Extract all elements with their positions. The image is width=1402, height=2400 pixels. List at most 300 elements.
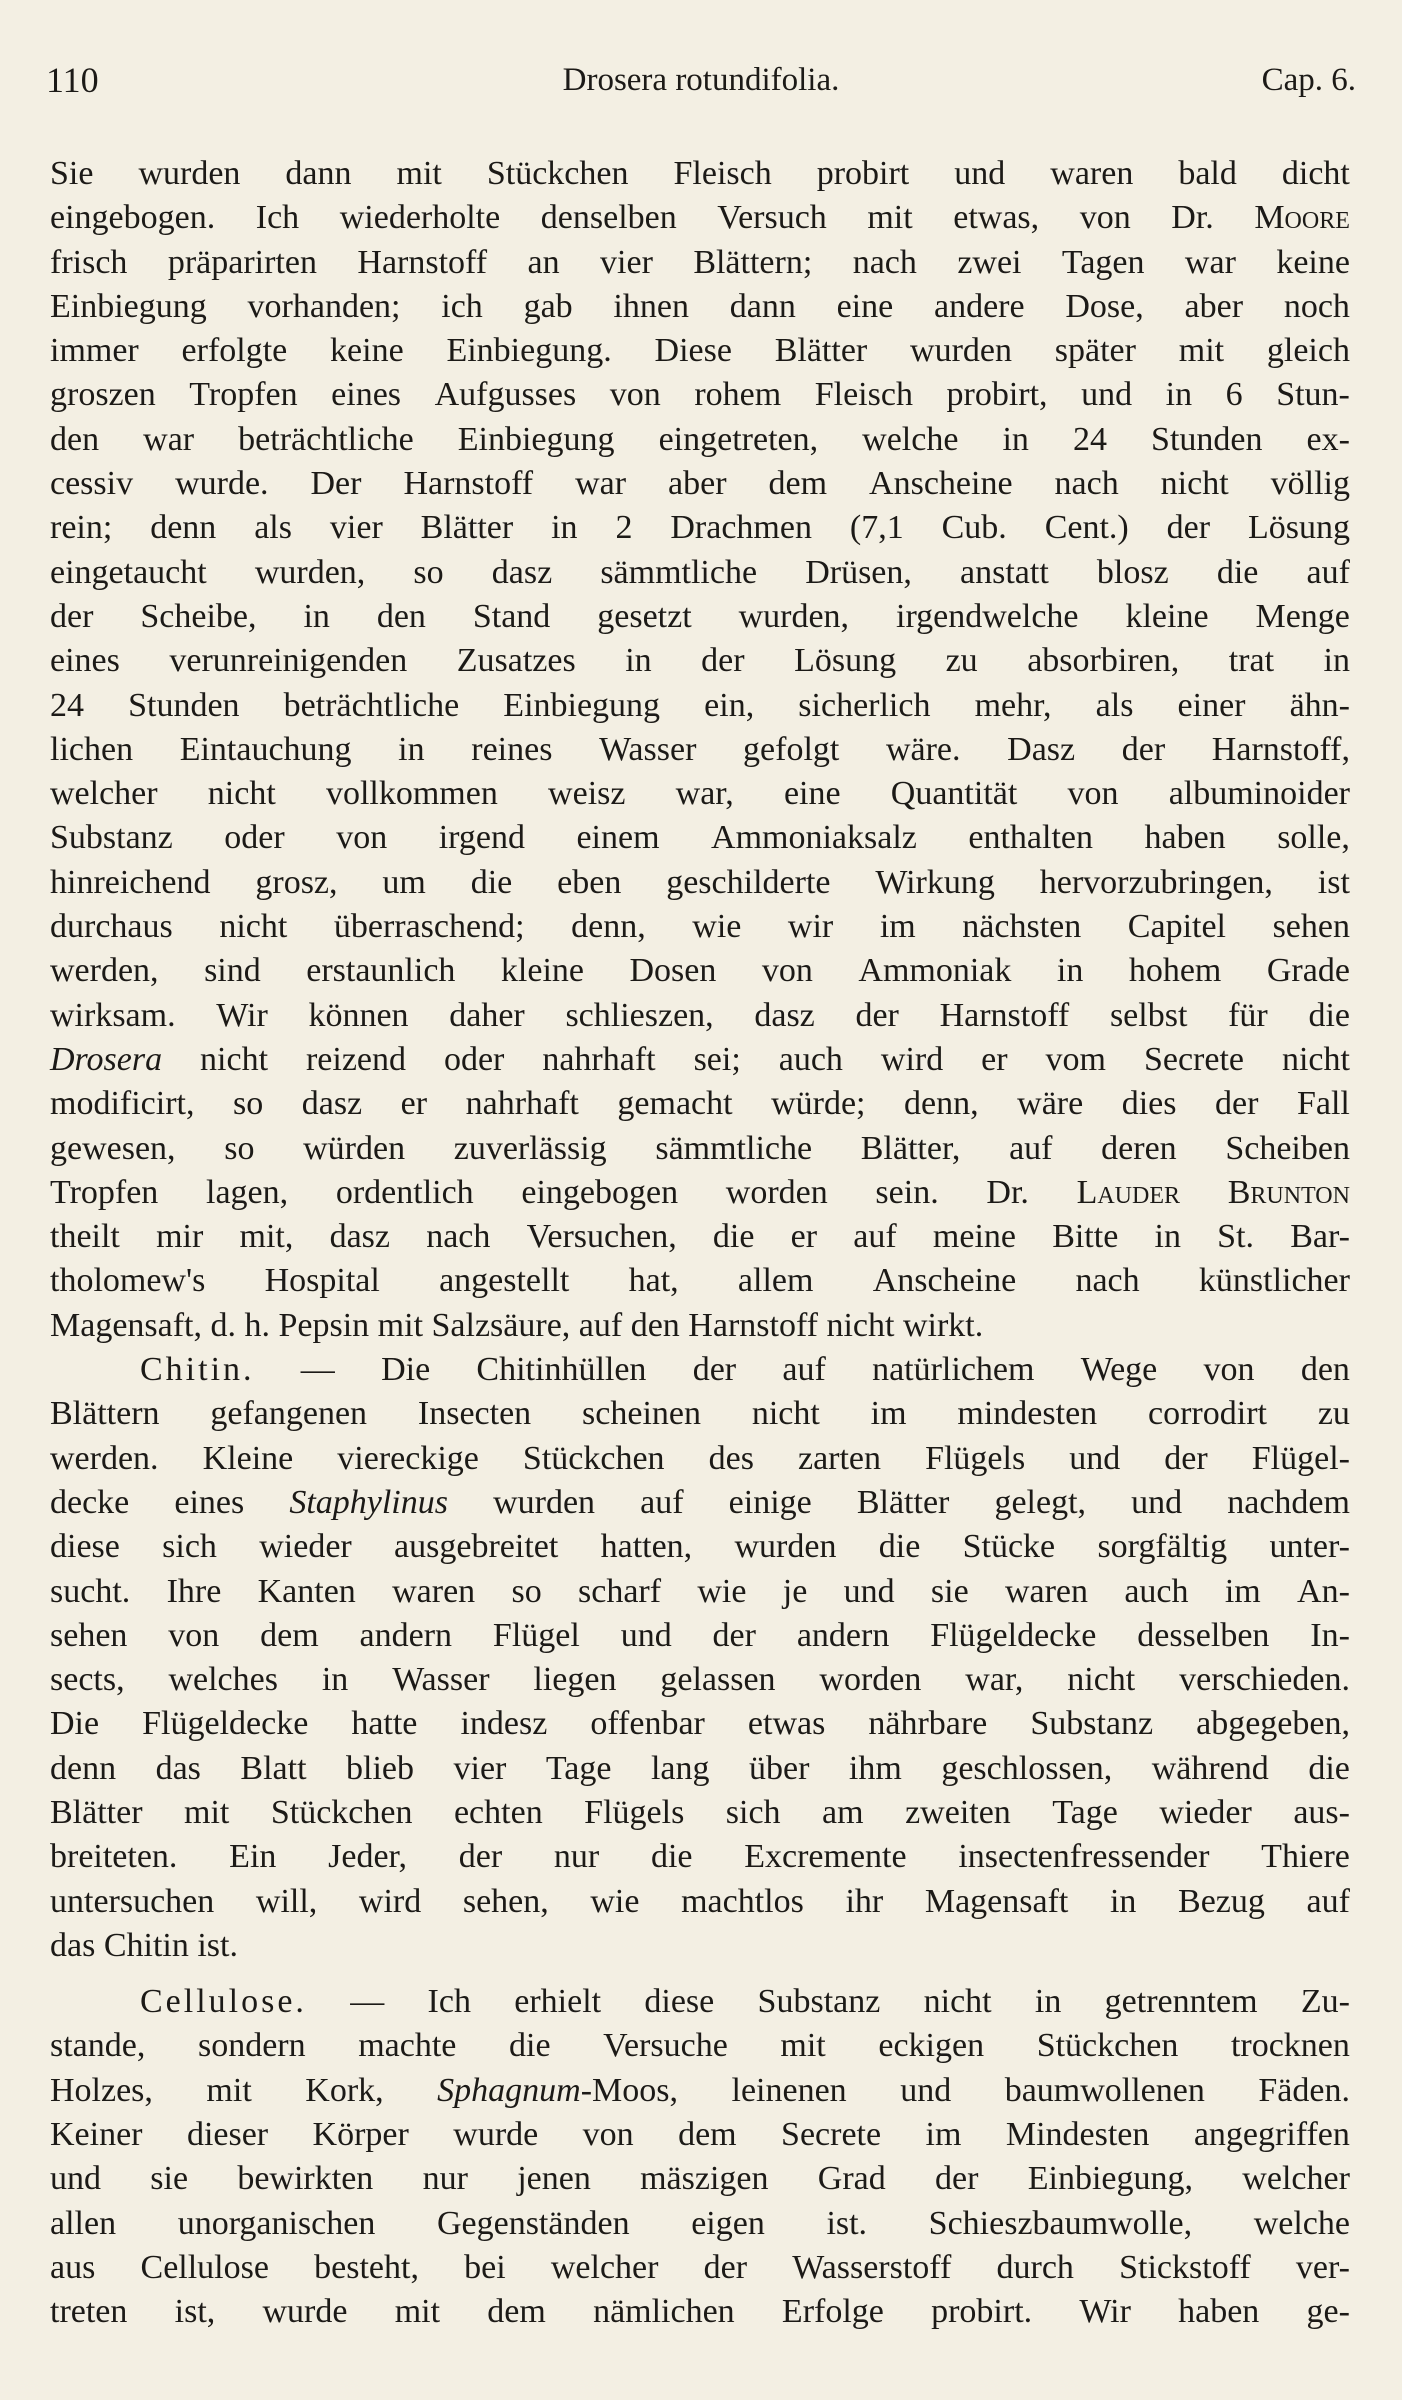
line-text: Cent.): [1044, 509, 1129, 547]
word: [308, 994, 408, 1038]
word: [174, 1481, 244, 1525]
line-text: Bar-: [1290, 1218, 1350, 1256]
word: [818, 2157, 886, 2201]
text-line: [50, 1038, 1350, 1082]
line-text: vollkommen: [325, 775, 498, 813]
word: [1178, 684, 1246, 728]
word: [50, 1392, 160, 1436]
word: [418, 1392, 531, 1436]
line-text: eckigen: [878, 2027, 985, 2065]
line-text: Ich: [427, 1983, 471, 2021]
line-text: nährbare: [868, 1705, 988, 1743]
word: [1297, 1082, 1350, 1126]
word: [1161, 462, 1229, 506]
word: [175, 462, 268, 506]
line-text: künstlicher: [1198, 1262, 1350, 1300]
word: [935, 2157, 978, 2201]
section-heading-word: Chitin.: [140, 1351, 255, 1389]
word: [454, 1127, 607, 1171]
line-text: gemacht: [617, 1085, 733, 1123]
line-text: Einbiegung: [50, 287, 207, 325]
word: [533, 1658, 616, 1702]
word: [551, 506, 577, 550]
line-text: hatte: [351, 1705, 418, 1743]
word: [1055, 329, 1136, 373]
line-text: die: [470, 863, 513, 901]
line-text: ihnen: [613, 287, 689, 325]
word: [1164, 1437, 1207, 1481]
word: [758, 1980, 881, 2024]
line-text: als: [1095, 686, 1134, 724]
line-text: sei;: [693, 1040, 741, 1078]
word: [855, 994, 898, 1038]
line-text: nämlichen: [593, 2293, 735, 2331]
word: [330, 329, 404, 373]
line-text: von: [582, 2116, 634, 2154]
line-text: will,: [255, 1882, 318, 1920]
line-text: der: [50, 597, 94, 635]
line-text: dieser: [186, 2116, 269, 2154]
line-text: in: [1002, 420, 1029, 458]
line-text: dann: [729, 287, 796, 325]
word: [1212, 728, 1350, 772]
word: [50, 1880, 214, 1924]
text-line: [50, 1791, 1350, 1835]
word: [398, 728, 424, 772]
word: [271, 1791, 413, 1835]
word: [1231, 2024, 1350, 2068]
word: [1178, 152, 1237, 196]
word: [523, 1437, 665, 1481]
word: [1122, 1082, 1177, 1126]
line-text: von: [1203, 1351, 1255, 1389]
word: [265, 1259, 380, 1303]
word: [629, 1259, 679, 1303]
word: [1271, 462, 1350, 506]
line-text: eingetreten,: [658, 420, 819, 458]
line-text: indesz: [460, 1705, 548, 1743]
word: [1037, 2024, 1179, 2068]
word: [50, 2290, 127, 2334]
line-text: auf: [1306, 1882, 1350, 1920]
word: [167, 1570, 222, 1614]
line-text: Versuchen,: [526, 1218, 677, 1256]
line-text: 24: [1072, 420, 1107, 458]
line-text: sich: [162, 1528, 217, 1566]
line-text: sects,: [50, 1661, 125, 1699]
word: [1035, 1980, 1061, 2024]
word: [881, 1038, 943, 1082]
word: [782, 2290, 884, 2334]
italic-term: Sphagnum: [437, 2071, 581, 2109]
line-text: mit: [867, 199, 913, 237]
text-line: [50, 1835, 1350, 1879]
word: [256, 196, 299, 240]
line-text: zu: [1317, 1395, 1350, 1433]
line-text: hohem: [1128, 952, 1222, 990]
word: [1075, 1259, 1139, 1303]
word: [377, 595, 426, 639]
word: [1007, 728, 1075, 772]
line-text: wurden: [138, 155, 241, 192]
line-text: Tropfen: [50, 1173, 159, 1211]
word: [1261, 1835, 1350, 1879]
word: [941, 1747, 1112, 1791]
word: [1144, 1038, 1244, 1082]
word: [50, 2202, 116, 2246]
line-text: nicht: [923, 1983, 992, 2021]
line-text: werden.: [50, 1439, 159, 1477]
line-text: Wasser: [599, 730, 697, 768]
word: [862, 418, 958, 462]
line-text: absorbiren,: [1027, 642, 1180, 680]
word: [50, 152, 93, 196]
line-text: der: [855, 996, 899, 1034]
word: [694, 1038, 741, 1082]
line-text: groszen: [50, 376, 156, 414]
line-text: sondern: [197, 2027, 306, 2065]
word: [601, 1525, 693, 1569]
line-text: Flügels: [584, 1793, 685, 1831]
word: [248, 285, 401, 329]
line-text: vier: [600, 243, 653, 281]
word: [1255, 595, 1349, 639]
word: [301, 1348, 335, 1392]
word: [514, 1980, 601, 2024]
line-text: gefangenen: [210, 1395, 368, 1433]
line-text: scheinen: [582, 1395, 701, 1433]
line-text: hervorzubringen,: [1039, 863, 1273, 901]
line-text: nahrhaft: [465, 1085, 579, 1123]
word: [1307, 2290, 1350, 2334]
word: [861, 1127, 961, 1171]
text-line: [50, 1980, 1350, 2024]
line-text: gab: [523, 287, 573, 325]
word: [334, 905, 525, 949]
word: [1110, 994, 1187, 1038]
text-line: [50, 2069, 1350, 2113]
word: [1267, 949, 1350, 993]
word: [1046, 1038, 1106, 1082]
word: [1101, 1127, 1177, 1171]
line-text: im: [879, 908, 916, 946]
line-text: am: [822, 1793, 864, 1831]
text-line: [50, 1525, 1350, 1569]
text-line: [50, 329, 1350, 373]
word: [1318, 1392, 1350, 1436]
line-text: denn,: [571, 908, 646, 946]
line-text: Der: [310, 465, 362, 503]
word: [582, 1392, 701, 1436]
word: [471, 861, 513, 905]
line-text: Bitte: [1052, 1218, 1119, 1256]
word: [844, 1570, 895, 1614]
word: [1167, 506, 1210, 550]
line-text: Substanz: [1030, 1705, 1154, 1743]
line-text: weisz: [548, 775, 626, 813]
word: [350, 1980, 384, 2024]
word: [819, 1658, 921, 1702]
word: [1204, 1348, 1255, 1392]
word: [879, 1525, 921, 1569]
line-text: wurden: [493, 1483, 596, 1521]
line-text: Magensaft, d. h. Pepsin mit Salzsäure, auf den Harnstoff nicht wirkt.: [50, 1306, 984, 1344]
word: [875, 1171, 938, 1215]
line-text: zweiten: [905, 1793, 1011, 1831]
word: [781, 2113, 881, 2157]
word: [346, 1747, 414, 1791]
word: [1129, 949, 1222, 993]
line-text: eines: [50, 642, 120, 680]
line-text: Blättern;: [693, 243, 813, 281]
line-text: decke: [50, 1483, 130, 1521]
word: [358, 2024, 456, 2068]
running-head: [46, 52, 1356, 108]
line-text: (7,1: [849, 509, 904, 547]
line-text: Blätter: [774, 332, 868, 370]
line-text: oder: [443, 1040, 505, 1078]
word: [754, 994, 814, 1038]
line-text: ein,: [704, 686, 755, 724]
line-text: worden: [819, 1661, 922, 1699]
line-text: aber: [1184, 287, 1244, 325]
line-text: von: [1067, 775, 1119, 813]
word: [168, 1614, 219, 1658]
line-text: leinenen: [731, 2071, 847, 2109]
line-text: welcher: [550, 2248, 659, 2286]
line-text: sorgfältig: [1097, 1528, 1228, 1566]
line-text: Tagen: [1061, 243, 1145, 281]
text-line: [50, 684, 1350, 728]
word: [958, 1835, 1209, 1879]
line-text: Wir: [1079, 2293, 1131, 2331]
word: [381, 1348, 430, 1392]
word: [285, 152, 351, 196]
line-text: und: [620, 1616, 672, 1654]
word: [1229, 639, 1274, 683]
line-text: in: [1165, 376, 1193, 414]
line-text: eingebogen: [521, 1173, 679, 1211]
line-text: Dose,: [1065, 287, 1144, 325]
word: [528, 241, 560, 285]
word: [359, 1880, 421, 1924]
word: [749, 1747, 809, 1791]
line-text: so: [224, 1129, 255, 1167]
word: [678, 2113, 737, 2157]
line-text: angestellt: [439, 1262, 570, 1300]
line-text: meine: [932, 1218, 1016, 1256]
word: [439, 1259, 569, 1303]
word: [1052, 1791, 1118, 1835]
line-text: überraschend;: [333, 908, 525, 946]
section-heading-word: Cellulose.: [140, 1983, 307, 2021]
line-text: Stand: [472, 597, 551, 635]
line-text: tholomew's: [50, 1262, 206, 1300]
word: [1228, 1171, 1350, 1215]
word: [464, 2246, 506, 2290]
word: [817, 152, 910, 196]
word: [204, 949, 261, 993]
word: [1254, 196, 1350, 240]
line-text: probirt: [816, 155, 910, 192]
word: [326, 772, 498, 816]
line-text: baumwollenen: [1004, 2071, 1205, 2109]
word: [360, 1614, 453, 1658]
line-text: Zusatzes: [456, 642, 576, 680]
line-text: kleine: [1125, 597, 1209, 635]
text-line: [50, 1570, 1350, 1614]
word: [259, 1525, 352, 1569]
line-text: hat,: [628, 1262, 679, 1300]
word: [1269, 1525, 1350, 1569]
word: [459, 1835, 502, 1879]
word: [845, 1880, 883, 1924]
line-text: in: [625, 642, 652, 680]
text-line: [50, 639, 1350, 683]
line-text: modificirt,: [50, 1085, 195, 1123]
line-text: Capitel: [1127, 908, 1226, 946]
word: [1110, 1880, 1136, 1924]
word: [1137, 1614, 1269, 1658]
word: [644, 1980, 714, 2024]
line-text: in: [1056, 952, 1084, 990]
word: [780, 2024, 825, 2068]
line-text: welches: [168, 1661, 278, 1699]
line-text: durchaus: [50, 908, 173, 946]
word: [413, 551, 443, 595]
word: [986, 1171, 1029, 1215]
line-text: von: [168, 1616, 220, 1654]
line-text: vier: [329, 509, 383, 547]
word: [206, 1171, 288, 1215]
line-text: mit: [1178, 332, 1225, 370]
text-line: [50, 1348, 1350, 1392]
word: [219, 905, 287, 949]
line-text: Stücke: [962, 1528, 1056, 1566]
word: [311, 462, 362, 506]
word: [182, 329, 288, 373]
line-text: trocknen: [1230, 2027, 1350, 2065]
line-text: war: [143, 420, 195, 458]
word: [651, 1835, 693, 1879]
line-text: offenbar: [590, 1705, 705, 1743]
line-text: daher: [449, 996, 525, 1034]
word: [1027, 639, 1179, 683]
text-line: [50, 1702, 1350, 1746]
word: [940, 994, 1070, 1038]
word: [509, 2024, 551, 2068]
word: [263, 2290, 348, 2334]
line-text: vier: [453, 1749, 507, 1787]
text-line: [50, 949, 1350, 993]
word: [1045, 506, 1129, 550]
word: [256, 1880, 317, 1924]
line-text: mit: [396, 155, 442, 192]
word: [1166, 373, 1192, 417]
word: [50, 728, 133, 772]
body-text: [50, 152, 1350, 2335]
word: [666, 861, 830, 905]
line-text: der: [712, 1616, 756, 1654]
word: [1055, 462, 1119, 506]
line-text: Sie: [50, 155, 94, 192]
line-text: ist.: [826, 2204, 868, 2242]
word: [730, 285, 796, 329]
word: [942, 506, 1007, 550]
word: [621, 1614, 672, 1658]
line-text: irgend: [438, 819, 525, 857]
line-text: Wirkung: [875, 863, 995, 901]
line-text: Lösung: [794, 642, 897, 680]
line-text: und: [843, 1572, 895, 1610]
line-text: Blätter,: [860, 1129, 961, 1167]
word: [931, 2290, 1032, 2334]
word: [668, 462, 727, 506]
word: [1009, 1127, 1052, 1171]
line-text: nur: [553, 1838, 600, 1876]
word: [713, 1614, 756, 1658]
line-text: er: [400, 1085, 428, 1123]
word: [610, 373, 661, 417]
line-text: auf: [640, 1483, 684, 1521]
line-text: diese: [644, 1983, 715, 2021]
text-line: [50, 2024, 1350, 2068]
line-text: war,: [965, 1661, 1024, 1699]
word: [1077, 1171, 1180, 1215]
line-text: den: [1300, 1351, 1350, 1389]
line-text: den: [50, 420, 100, 458]
line-text: Magensaft: [924, 1882, 1069, 1920]
line-text: aus: [50, 2248, 96, 2286]
line-text: probirt.: [931, 2293, 1033, 2331]
word: [660, 1658, 775, 1702]
word: [50, 1791, 143, 1835]
word: [224, 816, 284, 860]
text-line: [50, 2246, 1350, 2290]
word: [156, 1215, 203, 1259]
line-text: Tropfen: [189, 376, 298, 414]
line-text: erstaunlich: [306, 952, 456, 990]
word: [873, 1259, 1017, 1303]
word: [305, 2069, 383, 2113]
line-text: Fleisch: [673, 155, 772, 192]
word: [1178, 1880, 1265, 1924]
line-text: diese: [50, 1528, 120, 1566]
text-line: [50, 1259, 1350, 1303]
word: [50, 462, 133, 506]
line-text: Ihre: [166, 1572, 222, 1610]
line-text: sehen: [50, 1616, 128, 1654]
word: [1081, 1348, 1158, 1392]
word: [162, 1525, 217, 1569]
line-text: so: [232, 1085, 264, 1123]
line-text: der: [935, 2160, 979, 2198]
word: [50, 1171, 158, 1215]
word: [50, 1082, 194, 1126]
line-text: Einbiegung: [503, 686, 661, 724]
line-text: welche: [1253, 2204, 1350, 2242]
word: [946, 639, 978, 683]
word: [1301, 1348, 1350, 1392]
line-text: Anscheine: [872, 1262, 1017, 1300]
word: [1171, 196, 1214, 240]
word: [769, 462, 828, 506]
word: [963, 1525, 1056, 1569]
word: [1097, 551, 1169, 595]
word: [423, 2157, 468, 2201]
line-text: Harnstoff: [357, 243, 488, 281]
line-text: sein.: [875, 1173, 939, 1211]
